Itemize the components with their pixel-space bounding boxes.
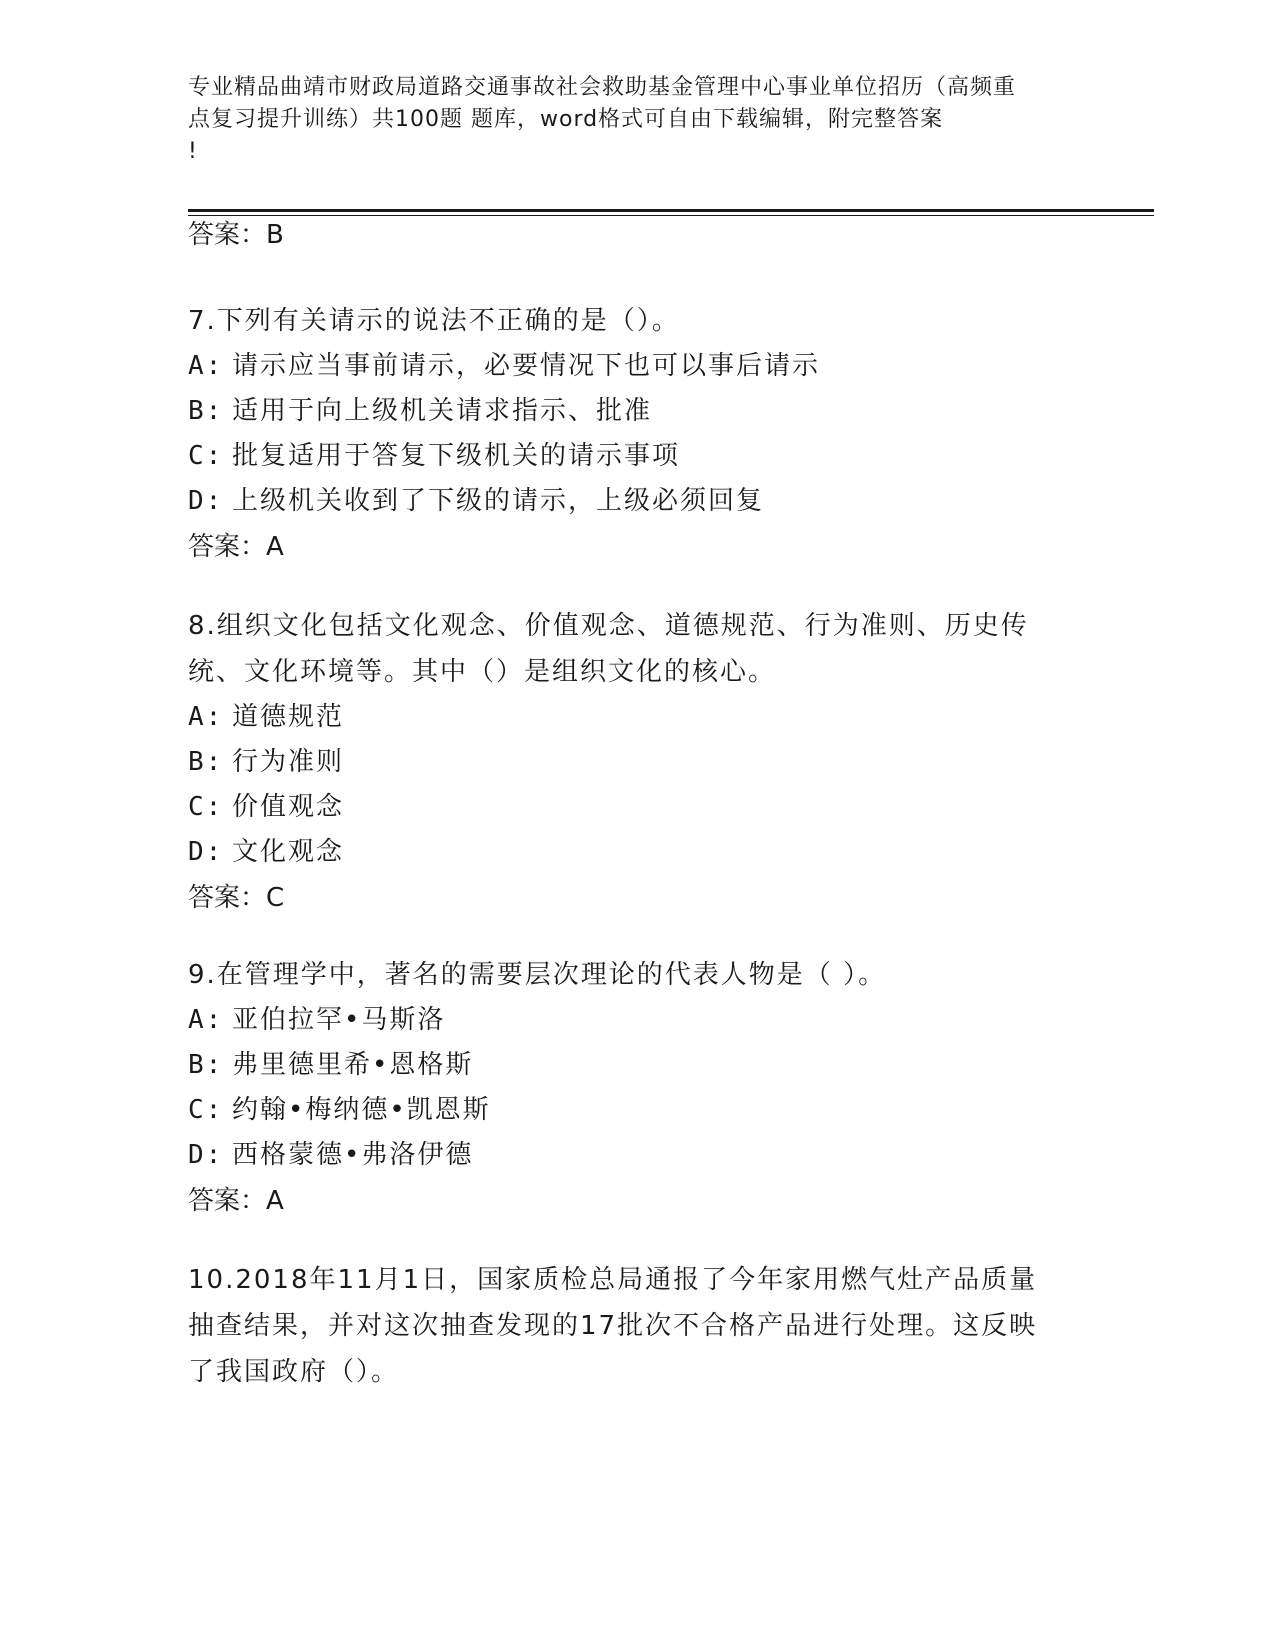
option-letter: C: [188,1095,224,1125]
option-text: 文化观念 [232,837,345,867]
option-text: 约翰•梅纳德•凯恩斯 [232,1095,491,1125]
option-text: 上级机关收到了下级的请示，上级必须回复 [232,486,765,516]
header-line-1: 专业精品曲靖市财政局道路交通事故社会救助基金管理中心事业单位招历（高频重 [188,75,1017,100]
option-letter: D: [188,837,224,867]
option-b [188,389,1108,434]
document-header [188,72,1088,168]
option-c [188,785,1108,830]
question-text-line: 8.组织文化包括文化观念、价值观念、道德规范、行为准则、历史传 [188,611,1029,641]
option-a [188,695,1108,740]
question-9 [188,952,1108,1224]
option-d [188,1133,1108,1178]
option-b [188,740,1108,785]
answer-line [188,875,1108,921]
option-text: 批复适用于答复下级机关的请示事项 [232,441,681,471]
option-letter: B: [188,396,224,426]
option-letter: A: [188,702,224,732]
question-text-line: 9.在管理学中，著名的需要层次理论的代表人物是（ ）。 [188,960,887,990]
question-7 [188,298,1108,570]
option-text: 道德规范 [232,702,345,732]
option-text: 行为准则 [232,747,345,777]
option-text: 西格蒙德•弗洛伊德 [232,1140,474,1170]
option-b [188,1043,1108,1088]
option-a [188,344,1108,389]
answer-label: 答案： [188,1186,267,1216]
question-text-line: 抽查结果，并对这次抽查发现的17批次不合格产品进行处理。这反映 [188,1311,1038,1341]
option-letter: C: [188,441,224,471]
answer-label: 答案： [188,532,267,562]
option-text: 请示应当事前请示，必要情况下也可以事后请示 [232,351,821,381]
answer-value: A [266,1186,284,1216]
answer-value: B [266,220,284,250]
option-text: 亚伯拉罕•马斯洛 [232,1005,446,1035]
option-letter: D: [188,1140,224,1170]
question-text-line: 了我国政府（）。 [188,1357,400,1387]
answer-label: 答案： [188,220,267,250]
option-letter: D: [188,486,224,516]
option-text: 弗里德里希•恩格斯 [232,1050,474,1080]
answer-value: A [266,532,284,562]
option-a [188,998,1108,1043]
option-letter: B: [188,1050,224,1080]
option-text: 价值观念 [232,792,345,822]
option-text: 适用于向上级机关请求指示、批准 [232,396,653,426]
question-text-line: 7.下列有关请示的说法不正确的是（）。 [188,306,680,336]
option-letter: A: [188,1005,224,1035]
option-letter: B: [188,747,224,777]
option-d [188,479,1108,524]
header-line-3: ! [188,139,198,164]
option-letter: C: [188,792,224,822]
option-letter: A: [188,351,224,381]
question-8 [188,603,1108,921]
answer-line [188,1178,1108,1224]
answer-label: 答案： [188,883,267,913]
answer-line [188,524,1108,570]
question-text-line: 统、文化环境等。其中（）是组织文化的核心。 [188,657,777,687]
option-d [188,830,1108,875]
option-c [188,1088,1108,1133]
header-line-2: 点复习提升训练）共100题 题库，word格式可自由下载编辑，附完整答案 [188,107,944,132]
previous-answer-block [188,212,1108,258]
answer-line [188,212,1108,258]
question-text-line: 10.2018年11月1日，国家质检总局通报了今年家用燃气灶产品质量 [188,1265,1038,1295]
option-c [188,434,1108,479]
answer-value: C [266,883,285,913]
question-10 [188,1257,1108,1395]
